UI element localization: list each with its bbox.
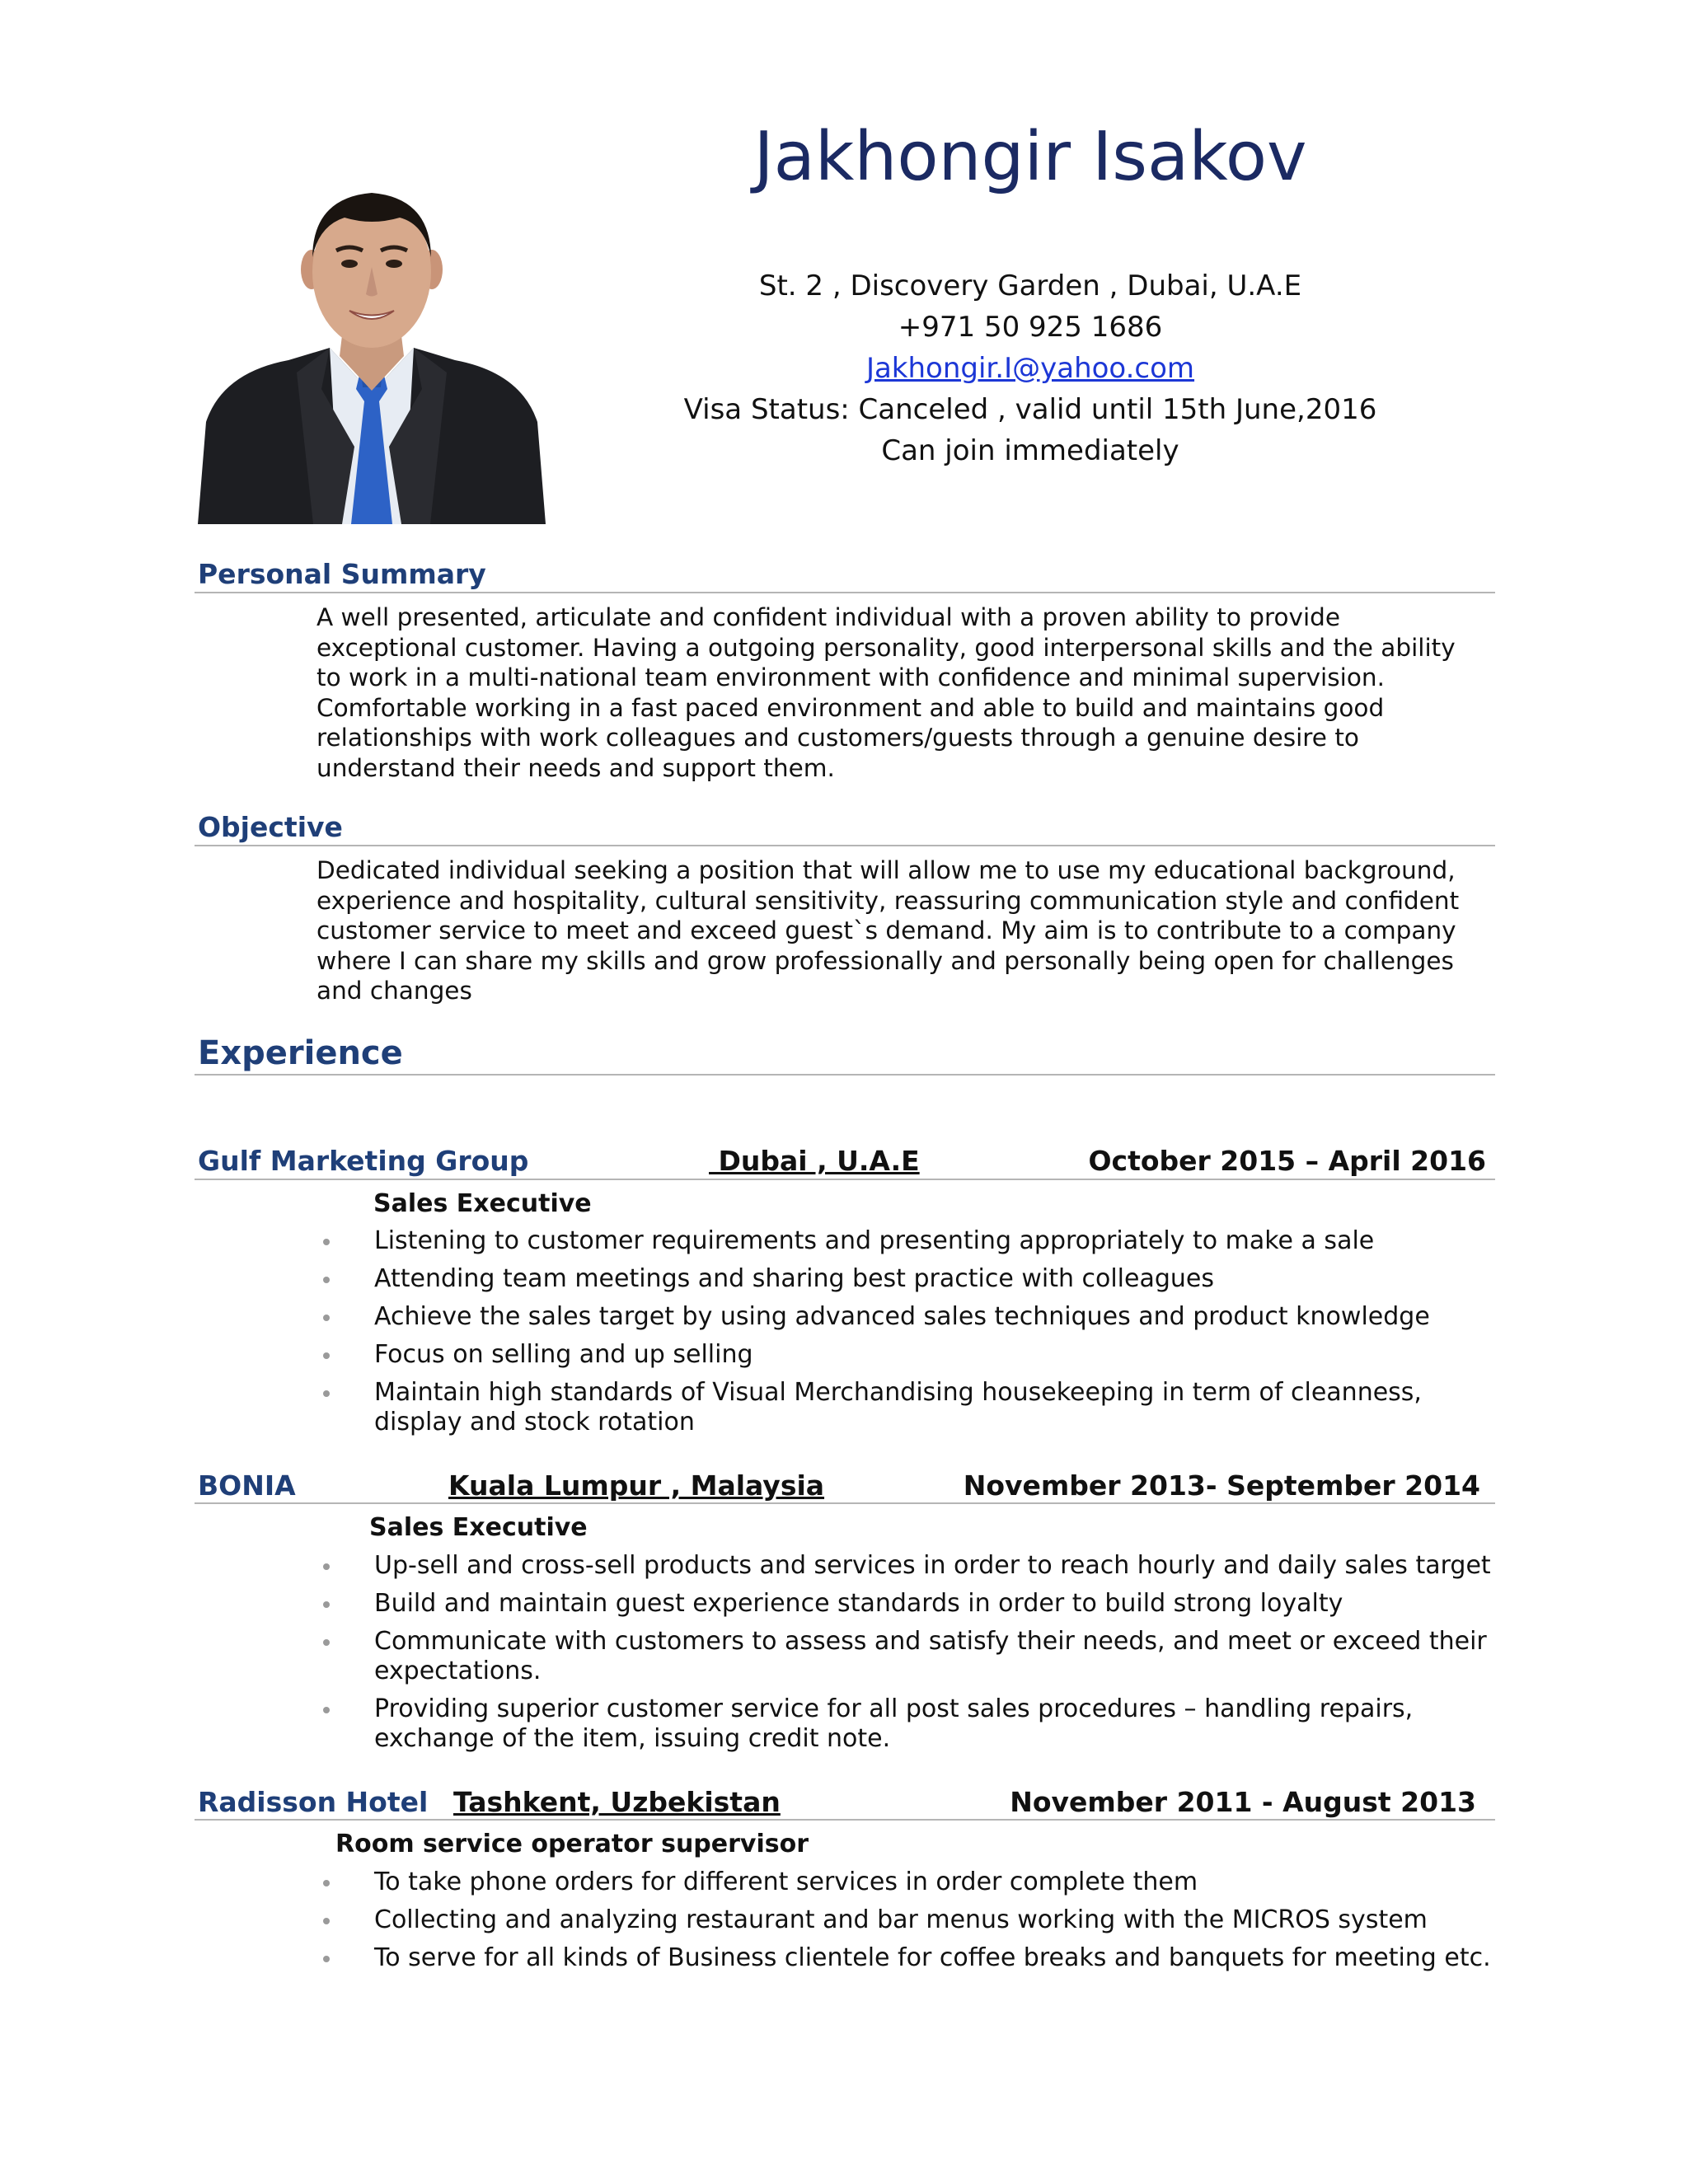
list-item: Listening to customer requirements and presenting appropriately to make a sale xyxy=(323,1226,1493,1256)
bullet-icon xyxy=(323,1601,330,1608)
job-duties-list xyxy=(323,1551,1493,1762)
job-location: Dubai , U.A.E xyxy=(709,1145,920,1177)
section-divider xyxy=(195,1074,1495,1076)
list-item: Build and maintain guest experience standards in order to build strong loyalty xyxy=(323,1589,1493,1619)
job-location: Tashkent, Uzbekistan xyxy=(453,1786,781,1818)
job-title: Sales Executive xyxy=(369,1513,588,1542)
job-dates: October 2015 – April 2016 xyxy=(1088,1145,1486,1177)
bullet-icon xyxy=(323,1277,330,1283)
bullet-icon xyxy=(323,1563,330,1570)
list-item: To take phone orders for different services in order complete them xyxy=(323,1868,1493,1897)
list-item: To serve for all kinds of Business clientele for coffee breaks and banquets for meeting etc. xyxy=(323,1943,1493,1973)
objective-text: Dedicated individual seeking a position that will allow me to use my educational background, experience and hospitality, cultural sensitivity, reassuring communication style and confident customer service to meet and exceed guest`s demand. My aim is to contribute to a company where I can share my skills and grow professionally and personally being open for challenges and changes xyxy=(316,856,1460,1005)
list-item: Communicate with customers to assess and satisfy their needs, and meet or exceed their expectations. xyxy=(323,1627,1493,1686)
candidate-name: Jakhongir Isakov xyxy=(753,118,1307,196)
bullet-icon xyxy=(323,1707,330,1713)
job-duties-list xyxy=(323,1868,1493,1981)
bullet-icon xyxy=(323,1956,330,1962)
section-heading-experience: Experience xyxy=(198,1034,403,1072)
section-divider xyxy=(195,845,1495,846)
job-company: Radisson Hotel xyxy=(198,1786,429,1818)
list-item: Maintain high standards of Visual Merchandising housekeeping in term of cleanness, display and stock rotation xyxy=(323,1378,1493,1437)
availability: Can join immediately xyxy=(881,434,1179,467)
job-divider xyxy=(195,1179,1495,1180)
list-item: Collecting and analyzing restaurant and bar menus working with the MICROS system xyxy=(323,1905,1493,1935)
job-dates: November 2011 - August 2013 xyxy=(1010,1786,1476,1818)
job-title: Room service operator supervisor xyxy=(335,1830,809,1858)
bullet-icon xyxy=(323,1390,330,1397)
list-item: Up-sell and cross-sell products and services in order to reach hourly and daily sales target xyxy=(323,1551,1493,1581)
job-company: BONIA xyxy=(198,1469,296,1502)
bullet-icon xyxy=(323,1352,330,1359)
profile-photo xyxy=(198,175,546,524)
bullet-icon xyxy=(323,1239,330,1245)
personal-summary-text: A well presented, articulate and confident individual with a proven ability to provide exceptional customer. Having a outgoing personality, good interpersonal skills and the ability to work in a multi-national team environment with confidence and minimal supervision. Comfortable working in a fast paced environment and able to build and maintains good relationships with work colleagues and customers/guests through a genuine desire to understand their needs and support them. xyxy=(316,603,1456,782)
phone-number: +971 50 925 1686 xyxy=(898,311,1163,344)
list-item: Achieve the sales target by using advanced sales techniques and product knowledge xyxy=(323,1302,1493,1332)
section-heading-objective: Objective xyxy=(198,811,343,843)
job-divider xyxy=(195,1502,1495,1504)
job-dates: November 2013- September 2014 xyxy=(963,1469,1480,1502)
section-divider xyxy=(195,592,1495,593)
list-item: Attending team meetings and sharing best practice with colleagues xyxy=(323,1264,1493,1294)
job-location: Kuala Lumpur , Malaysia xyxy=(448,1469,825,1502)
email-link[interactable]: Jakhongir.I@yahoo.com xyxy=(865,352,1195,385)
bullet-icon xyxy=(323,1918,330,1924)
job-divider xyxy=(195,1819,1495,1821)
list-item: Providing superior customer service for all post sales procedures – handling repairs, exchange of the item, issuing credit note. xyxy=(323,1694,1493,1754)
job-title: Sales Executive xyxy=(373,1189,592,1218)
section-heading-personal-summary: Personal Summary xyxy=(198,558,486,590)
job-duties-list xyxy=(323,1226,1493,1446)
bullet-icon xyxy=(323,1315,330,1321)
address: St. 2 , Discovery Garden , Dubai, U.A.E xyxy=(758,269,1302,302)
bullet-icon xyxy=(323,1639,330,1646)
list-item: Focus on selling and up selling xyxy=(323,1340,1493,1370)
bullet-icon xyxy=(323,1880,330,1886)
job-company: Gulf Marketing Group xyxy=(198,1145,529,1177)
visa-status: Visa Status: Canceled , valid until 15th June,2016 xyxy=(683,393,1377,426)
